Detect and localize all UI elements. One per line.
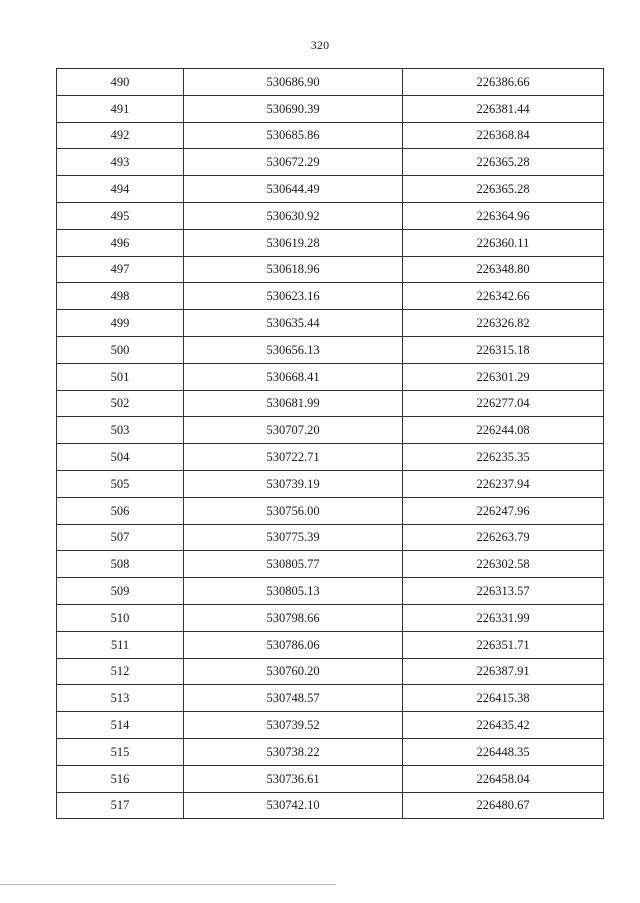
point-number-cell: 502 bbox=[57, 390, 184, 417]
point-number-cell: 515 bbox=[57, 738, 184, 765]
point-number-cell: 490 bbox=[57, 69, 184, 96]
point-number-cell: 512 bbox=[57, 658, 184, 685]
y-coordinate-cell: 226315.18 bbox=[403, 336, 604, 363]
y-coordinate-cell: 226326.82 bbox=[403, 310, 604, 337]
y-coordinate-cell: 226386.66 bbox=[403, 69, 604, 96]
point-number-cell: 491 bbox=[57, 95, 184, 122]
point-number-cell: 503 bbox=[57, 417, 184, 444]
table-row bbox=[57, 685, 604, 712]
table-row bbox=[57, 256, 604, 283]
table-row bbox=[57, 202, 604, 229]
y-coordinate-cell: 226244.08 bbox=[403, 417, 604, 444]
y-coordinate-cell: 226360.11 bbox=[403, 229, 604, 256]
table-row bbox=[57, 417, 604, 444]
point-number-cell: 505 bbox=[57, 470, 184, 497]
table-row bbox=[57, 149, 604, 176]
table-row bbox=[57, 712, 604, 739]
y-coordinate-cell: 226301.29 bbox=[403, 363, 604, 390]
point-number-cell: 495 bbox=[57, 202, 184, 229]
x-coordinate-cell: 530690.39 bbox=[184, 95, 403, 122]
x-coordinate-cell: 530739.52 bbox=[184, 712, 403, 739]
y-coordinate-cell: 226351.71 bbox=[403, 631, 604, 658]
table-row bbox=[57, 69, 604, 96]
point-number-cell: 510 bbox=[57, 604, 184, 631]
x-coordinate-cell: 530739.19 bbox=[184, 470, 403, 497]
x-coordinate-cell: 530736.61 bbox=[184, 765, 403, 792]
y-coordinate-cell: 226365.28 bbox=[403, 176, 604, 203]
x-coordinate-cell: 530760.20 bbox=[184, 658, 403, 685]
x-coordinate-cell: 530685.86 bbox=[184, 122, 403, 149]
point-number-cell: 494 bbox=[57, 176, 184, 203]
y-coordinate-cell: 226277.04 bbox=[403, 390, 604, 417]
x-coordinate-cell: 530722.71 bbox=[184, 444, 403, 471]
table-row bbox=[57, 792, 604, 819]
y-coordinate-cell: 226365.28 bbox=[403, 149, 604, 176]
y-coordinate-cell: 226458.04 bbox=[403, 765, 604, 792]
point-number-cell: 504 bbox=[57, 444, 184, 471]
x-coordinate-cell: 530707.20 bbox=[184, 417, 403, 444]
point-number-cell: 514 bbox=[57, 712, 184, 739]
y-coordinate-cell: 226364.96 bbox=[403, 202, 604, 229]
x-coordinate-cell: 530686.90 bbox=[184, 69, 403, 96]
table-row bbox=[57, 122, 604, 149]
point-number-cell: 497 bbox=[57, 256, 184, 283]
point-number-cell: 509 bbox=[57, 578, 184, 605]
table-row bbox=[57, 336, 604, 363]
point-number-cell: 517 bbox=[57, 792, 184, 819]
y-coordinate-cell: 226235.35 bbox=[403, 444, 604, 471]
point-number-cell: 507 bbox=[57, 524, 184, 551]
y-coordinate-cell: 226302.58 bbox=[403, 551, 604, 578]
table-row bbox=[57, 229, 604, 256]
x-coordinate-cell: 530798.66 bbox=[184, 604, 403, 631]
x-coordinate-cell: 530681.99 bbox=[184, 390, 403, 417]
point-number-cell: 500 bbox=[57, 336, 184, 363]
y-coordinate-cell: 226348.80 bbox=[403, 256, 604, 283]
point-number-cell: 508 bbox=[57, 551, 184, 578]
point-number-cell: 506 bbox=[57, 497, 184, 524]
x-coordinate-cell: 530672.29 bbox=[184, 149, 403, 176]
point-number-cell: 496 bbox=[57, 229, 184, 256]
table-row bbox=[57, 363, 604, 390]
x-coordinate-cell: 530775.39 bbox=[184, 524, 403, 551]
x-coordinate-cell: 530786.06 bbox=[184, 631, 403, 658]
point-number-cell: 511 bbox=[57, 631, 184, 658]
table-row bbox=[57, 283, 604, 310]
coordinate-table-body bbox=[57, 69, 604, 819]
x-coordinate-cell: 530635.44 bbox=[184, 310, 403, 337]
y-coordinate-cell: 226480.67 bbox=[403, 792, 604, 819]
table-row bbox=[57, 631, 604, 658]
table-row bbox=[57, 738, 604, 765]
x-coordinate-cell: 530618.96 bbox=[184, 256, 403, 283]
point-number-cell: 493 bbox=[57, 149, 184, 176]
y-coordinate-cell: 226415.38 bbox=[403, 685, 604, 712]
x-coordinate-cell: 530748.57 bbox=[184, 685, 403, 712]
y-coordinate-cell: 226331.99 bbox=[403, 604, 604, 631]
table-row bbox=[57, 658, 604, 685]
x-coordinate-cell: 530623.16 bbox=[184, 283, 403, 310]
table-row bbox=[57, 444, 604, 471]
y-coordinate-cell: 226342.66 bbox=[403, 283, 604, 310]
point-number-cell: 499 bbox=[57, 310, 184, 337]
table-row bbox=[57, 604, 604, 631]
x-coordinate-cell: 530756.00 bbox=[184, 497, 403, 524]
x-coordinate-cell: 530644.49 bbox=[184, 176, 403, 203]
x-coordinate-cell: 530668.41 bbox=[184, 363, 403, 390]
x-coordinate-cell: 530630.92 bbox=[184, 202, 403, 229]
point-number-cell: 492 bbox=[57, 122, 184, 149]
table-row bbox=[57, 551, 604, 578]
table-row bbox=[57, 765, 604, 792]
y-coordinate-cell: 226247.96 bbox=[403, 497, 604, 524]
point-number-cell: 498 bbox=[57, 283, 184, 310]
x-coordinate-cell: 530738.22 bbox=[184, 738, 403, 765]
y-coordinate-cell: 226381.44 bbox=[403, 95, 604, 122]
bottom-rule bbox=[0, 884, 336, 885]
y-coordinate-cell: 226313.57 bbox=[403, 578, 604, 605]
table-row bbox=[57, 578, 604, 605]
table-row bbox=[57, 524, 604, 551]
point-number-cell: 513 bbox=[57, 685, 184, 712]
y-coordinate-cell: 226448.35 bbox=[403, 738, 604, 765]
point-number-cell: 501 bbox=[57, 363, 184, 390]
table-row bbox=[57, 310, 604, 337]
x-coordinate-cell: 530619.28 bbox=[184, 229, 403, 256]
table-row bbox=[57, 497, 604, 524]
coordinate-table bbox=[56, 68, 604, 819]
y-coordinate-cell: 226263.79 bbox=[403, 524, 604, 551]
table-row bbox=[57, 95, 604, 122]
table-row bbox=[57, 470, 604, 497]
y-coordinate-cell: 226368.84 bbox=[403, 122, 604, 149]
y-coordinate-cell: 226387.91 bbox=[403, 658, 604, 685]
x-coordinate-cell: 530742.10 bbox=[184, 792, 403, 819]
y-coordinate-cell: 226435.42 bbox=[403, 712, 604, 739]
page-number: 320 bbox=[310, 38, 330, 52]
x-coordinate-cell: 530805.77 bbox=[184, 551, 403, 578]
x-coordinate-cell: 530805.13 bbox=[184, 578, 403, 605]
table-row bbox=[57, 176, 604, 203]
table-row bbox=[57, 390, 604, 417]
point-number-cell: 516 bbox=[57, 765, 184, 792]
y-coordinate-cell: 226237.94 bbox=[403, 470, 604, 497]
x-coordinate-cell: 530656.13 bbox=[184, 336, 403, 363]
